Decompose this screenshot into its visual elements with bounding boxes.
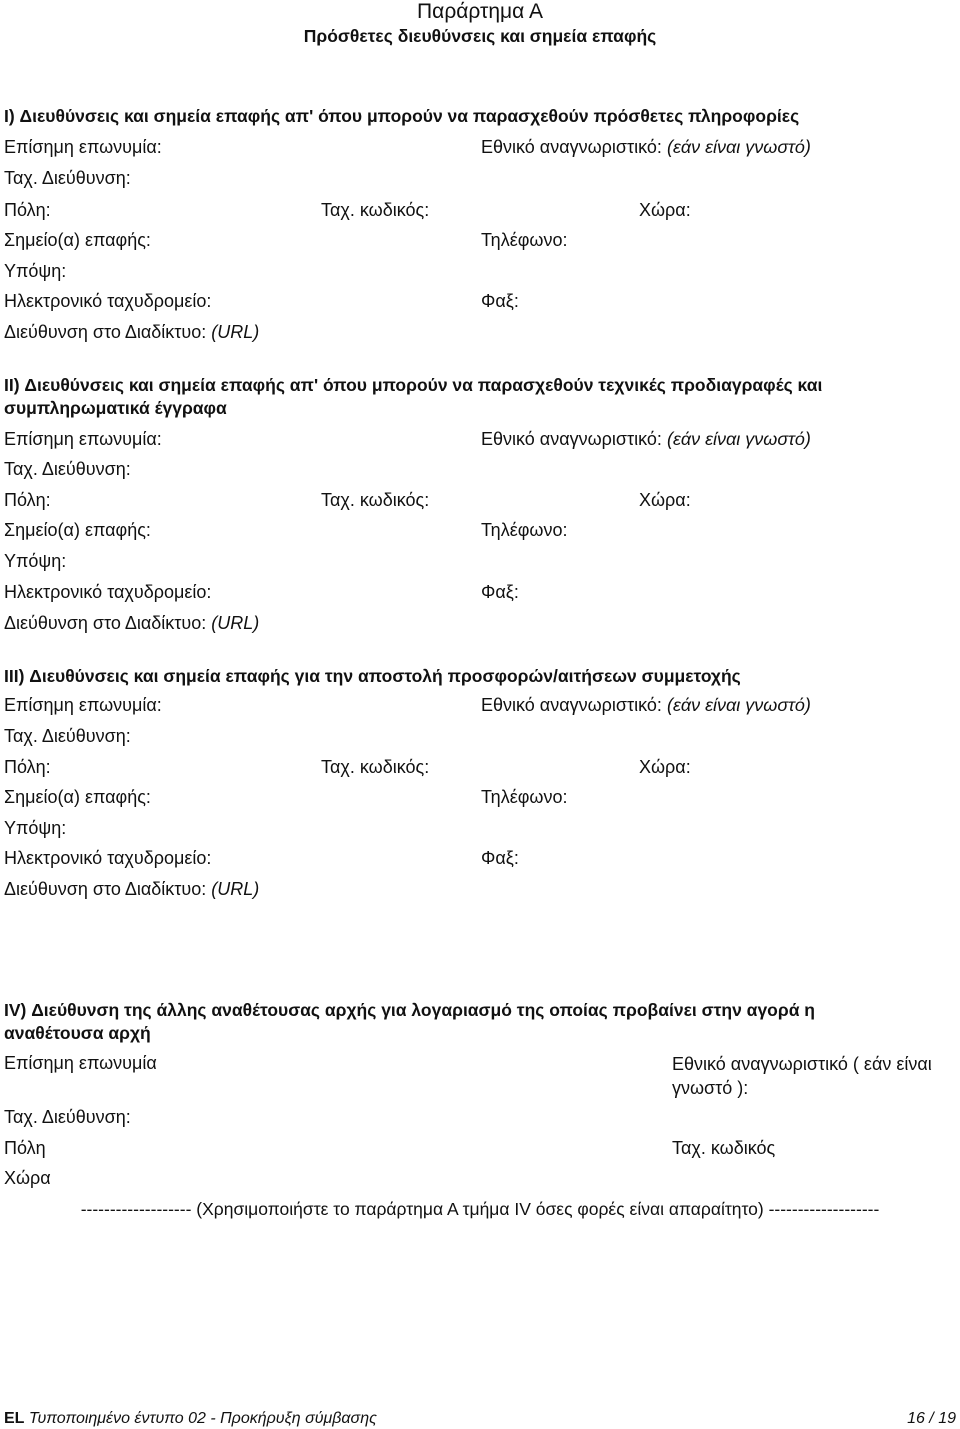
- s1-contact-points-label: Σημείο(α) επαφής:: [4, 230, 151, 250]
- s2-postal-address-label: Ταχ. Διεύθυνση:: [4, 459, 131, 479]
- s4-official-name-label: Επίσημη επωνυμία: [4, 1053, 157, 1073]
- s1-country-label: Χώρα:: [639, 200, 691, 220]
- section-3-heading: III) Διευθύνσεις και σημεία επαφής για την αποστολή προσφορών/αιτήσεων συμμετοχής: [4, 666, 741, 686]
- s2-fax-label: Φαξ:: [481, 582, 519, 602]
- section-4-heading-line1: IV) Διεύθυνση της άλλης αναθέτουσας αρχής για λογαριασμό της οποίας προβαίνει στην αγορά η: [4, 1000, 815, 1020]
- s1-fax-label: Φαξ:: [481, 291, 519, 311]
- s2-telephone-label: Τηλέφωνο:: [481, 520, 568, 540]
- s2-country-label: Χώρα:: [639, 490, 691, 510]
- s2-attention-label: Υπόψη:: [4, 551, 67, 571]
- s2-email-label: Ηλεκτρονικό ταχυδρομείο:: [4, 582, 212, 602]
- footer-form-title: [4, 1409, 377, 1429]
- s3-city-label: Πόλη:: [4, 757, 51, 777]
- s1-postal-code-label: Ταχ. κωδικός:: [321, 200, 430, 220]
- annex-title: Παράρτημα Α: [417, 0, 543, 23]
- s3-attention-label: Υπόψη:: [4, 818, 67, 838]
- s4-city-label: Πόλη: [4, 1138, 46, 1158]
- s1-internet-address-label: Διεύθυνση στο Διαδίκτυο: (URL): [4, 322, 260, 342]
- s2-internet-address-label: Διεύθυνση στο Διαδίκτυο: (URL): [4, 613, 260, 633]
- s4-country-label: Χώρα: [4, 1168, 51, 1188]
- s4-postal-address-label: Ταχ. Διεύθυνση:: [4, 1107, 131, 1127]
- s3-postal-code-label: Ταχ. κωδικός:: [321, 757, 430, 777]
- s1-postal-address-label: Ταχ. Διεύθυνση:: [4, 168, 131, 188]
- s2-city-label: Πόλη:: [4, 490, 51, 510]
- s4-postal-code-label: Ταχ. κωδικός: [672, 1138, 776, 1158]
- s3-contact-points-label: Σημείο(α) επαφής:: [4, 787, 151, 807]
- footer-page-number: 16 / 19: [907, 1410, 956, 1427]
- s1-national-id-label: Εθνικό αναγνωριστικό: (εάν είναι γνωστό): [481, 137, 811, 157]
- s3-fax-label: Φαξ:: [481, 848, 519, 868]
- annex-subtitle: Πρόσθετες διευθύνσεις και σημεία επαφής: [303, 26, 657, 46]
- s2-national-id-label: Εθνικό αναγνωριστικό: (εάν είναι γνωστό): [481, 429, 811, 449]
- section-4-heading-line2: αναθέτουσα αρχή: [4, 1023, 151, 1043]
- section-1-heading: I) Διευθύνσεις και σημεία επαφής απ' όπου μπορούν να παρασχεθούν πρόσθετες πληροφορίες: [4, 106, 800, 126]
- s3-national-id-label: Εθνικό αναγνωριστικό: (εάν είναι γνωστό): [481, 695, 811, 715]
- s2-official-name-label: Επίσημη επωνυμία:: [4, 429, 162, 449]
- s2-postal-code-label: Ταχ. κωδικός:: [321, 490, 430, 510]
- footer-form-name: Τυποποιημένο έντυπο 02 - Προκήρυξη σύμβασης: [28, 1410, 377, 1427]
- s4-national-id-label: Εθνικό αναγνωριστικό ( εάν είναι γνωστό ):: [672, 1054, 932, 1098]
- s1-telephone-label: Τηλέφωνο:: [481, 230, 568, 250]
- s3-email-label: Ηλεκτρονικό ταχυδρομείο:: [4, 848, 212, 868]
- s1-city-label: Πόλη:: [4, 200, 51, 220]
- section-2-heading-line2: συμπληρωματικά έγγραφα: [4, 398, 227, 418]
- s3-postal-address-label: Ταχ. Διεύθυνση:: [4, 726, 131, 746]
- s3-internet-address-label: Διεύθυνση στο Διαδίκτυο: (URL): [4, 879, 260, 899]
- s1-official-name-label: Επίσημη επωνυμία:: [4, 137, 162, 157]
- footer-language-code: EL: [4, 1410, 25, 1427]
- s3-country-label: Χώρα:: [639, 757, 691, 777]
- s2-contact-points-label: Σημείο(α) επαφής:: [4, 520, 151, 540]
- s1-attention-label: Υπόψη:: [4, 261, 67, 281]
- s3-telephone-label: Τηλέφωνο:: [481, 787, 568, 807]
- repeat-instruction: ------------------- (Χρησιμοποιήστε το παράρτημα Α τμήμα IV όσες φορές είναι απαραίτητο) -------------------: [80, 1199, 880, 1219]
- section-2-heading-line1: II) Διευθύνσεις και σημεία επαφής απ' όπου μπορούν να παρασχεθούν τεχνικές προδιαγραφές και: [4, 375, 823, 395]
- s1-email-label: Ηλεκτρονικό ταχυδρομείο:: [4, 291, 212, 311]
- s3-official-name-label: Επίσημη επωνυμία:: [4, 695, 162, 715]
